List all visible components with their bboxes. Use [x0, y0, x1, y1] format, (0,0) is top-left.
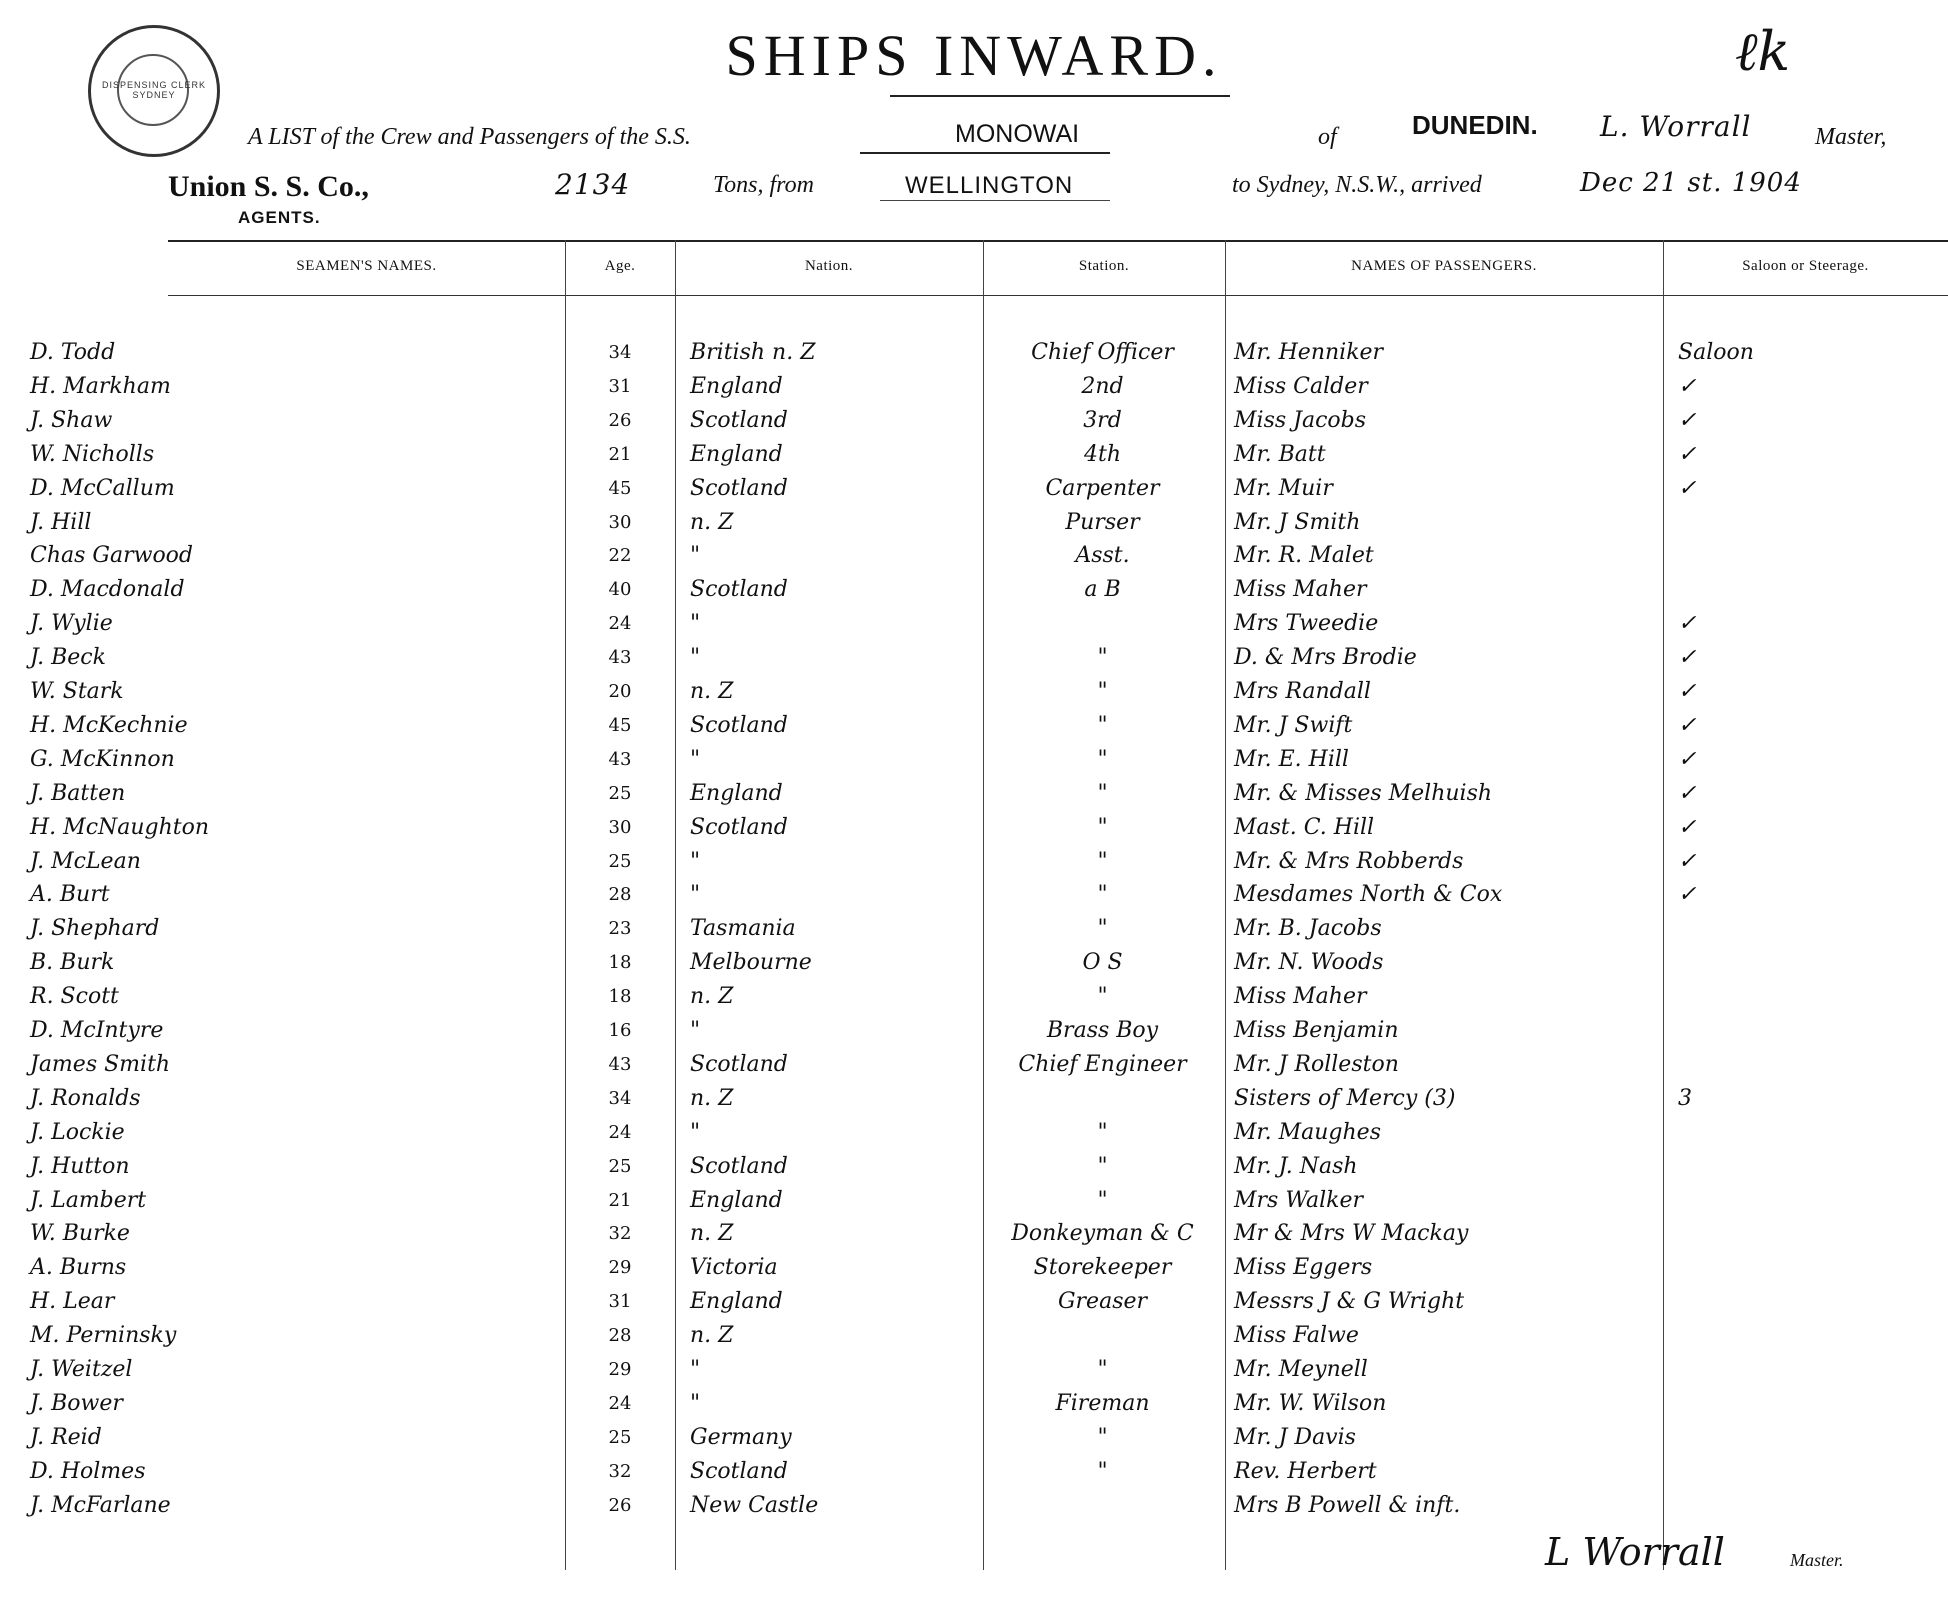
passenger-class: [1668, 1014, 1918, 1048]
seaman-name: J. Weitzel: [30, 1357, 133, 1382]
passenger-class: ✓: [1678, 746, 1697, 772]
seaman-name: J. Hill: [30, 509, 92, 535]
col-header-seamen: SEAMEN'S NAMES.: [296, 258, 437, 274]
seaman-nation: England: [690, 373, 783, 399]
passenger-name: Mr. Muir: [1234, 475, 1333, 501]
passenger-name: Mast. C. Hill: [1234, 814, 1375, 840]
ship-name: MONOWAI: [955, 120, 1080, 148]
passenger-class: ✓: [1678, 645, 1697, 671]
table-row: [0, 912, 1948, 946]
table-row: [0, 370, 1948, 404]
table-row: [0, 1048, 1948, 1082]
seaman-nation: ": [690, 611, 701, 637]
seaman-age: 24: [608, 1121, 632, 1143]
passenger-name: Mrs B Powell & inft.: [1234, 1492, 1461, 1518]
seaman-name: H. Markham: [30, 373, 171, 399]
table-row: [0, 1014, 1948, 1048]
passenger-name: Mr. R. Malet: [1234, 543, 1374, 569]
seaman-nation: n. Z: [690, 679, 734, 704]
seaman-nation: Scotland: [690, 475, 788, 501]
seaman-age: 25: [608, 1155, 632, 1177]
table-row: [0, 743, 1948, 777]
passenger-name: Mr. Maughes: [1234, 1119, 1381, 1145]
seaman-station: [985, 1489, 1220, 1523]
seaman-nation: Scotland: [690, 712, 788, 738]
seaman-station: Chief Engineer: [1018, 1051, 1187, 1077]
passenger-name: Mr. N. Woods: [1234, 950, 1384, 976]
corner-initials: ℓk: [1735, 20, 1791, 83]
header-bottom-rule: [168, 295, 1948, 296]
passenger-class: [1668, 1285, 1918, 1319]
seaman-nation: ": [690, 1119, 701, 1145]
seaman-nation: ": [690, 1018, 701, 1043]
arrival-date: Dec 21 st. 1904: [1580, 168, 1802, 198]
seaman-station: ": [1097, 746, 1108, 772]
passenger-class: [1668, 980, 1918, 1014]
passenger-name: Miss Benjamin: [1234, 1018, 1399, 1043]
list-intro-text: A LIST of the Crew and Passengers of the S.S.: [248, 124, 691, 150]
seaman-station: [985, 1082, 1220, 1116]
table-row: [0, 641, 1948, 675]
table-row: [0, 607, 1948, 641]
seaman-station: ": [1097, 814, 1108, 840]
passenger-class: [1668, 506, 1918, 540]
passenger-class: [1668, 1048, 1918, 1082]
table-row: [0, 709, 1948, 743]
passenger-name: Mr. J Davis: [1234, 1424, 1356, 1450]
seaman-name: A. Burns: [30, 1255, 127, 1281]
seaman-age: 31: [608, 375, 632, 397]
passenger-class: [1668, 1387, 1918, 1421]
seaman-name: James Smith: [30, 1051, 171, 1077]
seaman-age: 21: [608, 443, 632, 465]
company-name: Union S. S. Co.,: [168, 170, 369, 203]
seaman-nation: Scotland: [690, 1153, 788, 1179]
table-row: [0, 1251, 1948, 1285]
col-header-station: Station.: [1078, 258, 1130, 274]
seaman-name: D. McIntyre: [30, 1018, 164, 1043]
seaman-nation: ": [690, 1390, 701, 1416]
passenger-name: Miss Falwe: [1234, 1323, 1359, 1349]
seaman-age: 23: [608, 918, 632, 940]
seaman-station: ": [1097, 1458, 1108, 1484]
seaman-age: 28: [608, 1325, 632, 1347]
seaman-age: 18: [608, 986, 632, 1008]
seaman-name: D. Macdonald: [30, 577, 185, 603]
passenger-class: ✓: [1678, 780, 1697, 806]
seaman-age: 28: [608, 884, 632, 906]
from-port-line: [880, 200, 1110, 201]
passenger-class: [1668, 1455, 1918, 1489]
seaman-nation: ": [690, 1357, 701, 1382]
seaman-age: 43: [608, 1053, 632, 1075]
seaman-nation: ": [690, 645, 701, 671]
seaman-age: 25: [608, 1426, 632, 1448]
seaman-nation: British n. Z: [690, 340, 816, 365]
ship-name-line: [860, 152, 1110, 154]
table-row: [0, 675, 1948, 709]
seaman-name: J. Ronalds: [30, 1085, 141, 1111]
passenger-class: [1668, 1319, 1918, 1353]
seaman-name: D. Todd: [30, 340, 116, 365]
seaman-age: 31: [608, 1291, 632, 1313]
arrival-text: to Sydney, N.S.W., arrived: [1232, 172, 1482, 198]
page-title: SHIPS INWARD.: [725, 23, 1223, 88]
seaman-age: 18: [608, 952, 632, 974]
passenger-name: Mr. J Swift: [1234, 712, 1353, 738]
passenger-name: Miss Eggers: [1234, 1255, 1373, 1281]
passenger-name: Mr. E. Hill: [1234, 746, 1349, 772]
passenger-name: Miss Calder: [1234, 373, 1368, 399]
table-row: [0, 1421, 1948, 1455]
table-row: [0, 1150, 1948, 1184]
from-port: WELLINGTON: [905, 172, 1074, 199]
seaman-station: Fireman: [1055, 1390, 1150, 1416]
seaman-nation: Scotland: [690, 1458, 788, 1484]
passenger-class: ✓: [1678, 611, 1697, 637]
seaman-nation: n. Z: [690, 984, 734, 1010]
of-label: of: [1318, 124, 1337, 150]
col-header-passengers: NAMES OF PASSENGERS.: [1351, 258, 1537, 274]
table-row: [0, 980, 1948, 1014]
seaman-station: ": [1097, 984, 1108, 1010]
seaman-nation: Victoria: [690, 1255, 778, 1281]
seaman-name: J. Reid: [30, 1424, 102, 1450]
seaman-age: 30: [608, 511, 632, 533]
seaman-nation: ": [690, 746, 701, 772]
passenger-class: [1668, 912, 1918, 946]
footer-master-label: Master.: [1790, 1550, 1844, 1570]
passenger-class: 3: [1678, 1085, 1692, 1111]
seaman-name: W. Nicholls: [30, 441, 155, 467]
seaman-name: J. Shephard: [30, 916, 160, 942]
seaman-age: 32: [608, 1460, 632, 1482]
seaman-station: O S: [1082, 950, 1123, 976]
table-row: [0, 1116, 1948, 1150]
passenger-name: Mr. Meynell: [1234, 1357, 1368, 1382]
seaman-station: [985, 1319, 1220, 1353]
passenger-class: ✓: [1678, 848, 1697, 874]
table-row: [0, 1082, 1948, 1116]
table-row: [0, 1184, 1948, 1218]
seaman-station: ": [1097, 1153, 1108, 1179]
seaman-name: J. Wylie: [30, 611, 113, 637]
passenger-class: ✓: [1678, 679, 1697, 704]
seaman-station: ": [1097, 1357, 1108, 1382]
seaman-nation: Scotland: [690, 1051, 788, 1077]
seaman-station: [985, 607, 1220, 641]
col-header-age: Age.: [604, 258, 636, 274]
agents-label: AGENTS.: [238, 208, 321, 227]
passenger-name: Miss Jacobs: [1234, 407, 1367, 433]
table-row: [0, 1285, 1948, 1319]
seaman-age: 22: [608, 545, 632, 567]
passenger-name: Mr. & Mrs Robberds: [1234, 848, 1464, 874]
passenger-name: Mesdames North & Cox: [1234, 882, 1503, 908]
seaman-station: Purser: [1065, 509, 1140, 535]
seaman-name: H. McKechnie: [30, 712, 188, 738]
seaman-age: 32: [608, 1223, 632, 1245]
seaman-station: ": [1097, 1187, 1108, 1213]
passenger-class: ✓: [1678, 407, 1697, 433]
seaman-age: 45: [608, 714, 632, 736]
seaman-station: Storekeeper: [1033, 1255, 1172, 1281]
passenger-name: Mr. Batt: [1234, 441, 1326, 467]
passenger-class: [1668, 1217, 1918, 1251]
seaman-nation: Germany: [690, 1424, 792, 1450]
seaman-nation: New Castle: [690, 1492, 819, 1518]
passenger-class: [1668, 1116, 1918, 1150]
passenger-class: Saloon: [1678, 340, 1754, 365]
table-row: [0, 472, 1948, 506]
seaman-age: 45: [608, 477, 632, 499]
seaman-name: H. McNaughton: [30, 814, 210, 840]
seaman-name: A. Burt: [30, 882, 110, 908]
seaman-age: 34: [608, 342, 632, 363]
passenger-name: Sisters of Mercy (3): [1234, 1085, 1456, 1111]
table-row: [0, 573, 1948, 607]
seaman-station: Donkeyman & C: [1011, 1221, 1194, 1247]
seaman-nation: ": [690, 543, 701, 569]
passenger-name: Mrs Walker: [1234, 1187, 1364, 1213]
seaman-age: 24: [608, 613, 632, 635]
seaman-age: 25: [608, 850, 632, 872]
seaman-station: Carpenter: [1045, 475, 1160, 501]
seaman-age: 21: [608, 1189, 632, 1211]
seaman-age: 34: [608, 1087, 632, 1109]
master-name: L. Worrall: [1600, 110, 1752, 143]
seaman-name: J. Shaw: [30, 407, 113, 433]
seaman-nation: n. Z: [690, 1085, 734, 1111]
passenger-name: D. & Mrs Brodie: [1234, 645, 1417, 671]
passenger-name: Rev. Herbert: [1234, 1458, 1377, 1484]
passenger-name: Mr. W. Wilson: [1234, 1390, 1387, 1416]
seaman-name: J. Lambert: [30, 1187, 147, 1213]
passenger-name: Miss Maher: [1234, 984, 1367, 1010]
seaman-name: D. Holmes: [30, 1458, 146, 1484]
seaman-name: W. Burke: [30, 1221, 130, 1247]
home-port: DUNEDIN.: [1412, 110, 1538, 140]
col-header-class: Saloon or Steerage.: [1742, 258, 1869, 274]
master-signature: L Worrall: [1545, 1530, 1725, 1574]
seaman-name: R. Scott: [30, 984, 119, 1010]
passenger-class: ✓: [1678, 475, 1697, 501]
passenger-name: Mrs Randall: [1234, 679, 1371, 704]
seaman-station: ": [1097, 679, 1108, 704]
table-row: [0, 878, 1948, 912]
seaman-age: 43: [608, 748, 632, 770]
table-row: [0, 1455, 1948, 1489]
passenger-class: [1668, 1184, 1918, 1218]
seaman-nation: Scotland: [690, 814, 788, 840]
seaman-nation: n. Z: [690, 1323, 734, 1349]
table-row: [0, 811, 1948, 845]
table-row: [0, 1353, 1948, 1387]
passenger-name: Mr. J. Nash: [1234, 1153, 1358, 1179]
seaman-nation: n. Z: [690, 509, 734, 535]
seaman-nation: ": [690, 848, 701, 874]
table-row: [0, 1217, 1948, 1251]
passenger-class: [1668, 573, 1918, 607]
seaman-nation: Scotland: [690, 577, 788, 603]
table-row: [0, 946, 1948, 980]
seaman-station: ": [1097, 882, 1108, 908]
passenger-name: Mr. B. Jacobs: [1234, 916, 1382, 942]
table-row: [0, 777, 1948, 811]
seaman-age: 20: [608, 681, 632, 702]
passenger-class: ✓: [1678, 373, 1697, 399]
seaman-age: 40: [608, 579, 632, 601]
seaman-age: 29: [608, 1257, 632, 1279]
table-row: [0, 404, 1948, 438]
passenger-class: [1668, 946, 1918, 980]
seaman-station: 3rd: [1083, 407, 1122, 433]
table-row: [0, 1489, 1948, 1523]
tonnage: 2134: [555, 168, 631, 201]
seaman-name: J. Bower: [30, 1390, 123, 1416]
seaman-nation: Melbourne: [690, 950, 812, 976]
table-row: [0, 1319, 1948, 1353]
seaman-station: Asst.: [1075, 543, 1130, 569]
seaman-station: ": [1097, 916, 1108, 942]
table-row: [0, 506, 1948, 540]
passenger-name: Mr. J Rolleston: [1234, 1051, 1399, 1077]
passenger-class: [1668, 539, 1918, 573]
stamp-text: DISPENSING CLERK SYDNEY: [101, 80, 207, 100]
seaman-name: J. McLean: [30, 848, 141, 874]
passenger-class: ✓: [1678, 882, 1697, 908]
seaman-nation: England: [690, 1289, 783, 1315]
table-row: [0, 1387, 1948, 1421]
seaman-name: J. Beck: [30, 645, 106, 671]
seaman-name: D. McCallum: [30, 475, 175, 501]
seaman-station: Greaser: [1057, 1289, 1148, 1315]
passenger-class: ✓: [1678, 712, 1697, 738]
seaman-age: 26: [608, 1494, 632, 1516]
passenger-class: [1668, 1353, 1918, 1387]
passenger-class: ✓: [1678, 814, 1697, 840]
seaman-station: ": [1097, 848, 1108, 874]
seaman-name: W. Stark: [30, 679, 124, 704]
seaman-age: 29: [608, 1359, 632, 1380]
seaman-station: ": [1097, 645, 1108, 671]
passenger-class: ✓: [1678, 441, 1697, 467]
seaman-name: J. Hutton: [30, 1153, 130, 1179]
seaman-station: ": [1097, 1119, 1108, 1145]
master-label: Master,: [1815, 124, 1887, 150]
title-underline: [890, 95, 1230, 97]
seaman-nation: England: [690, 441, 783, 467]
passenger-name: Mr. & Misses Melhuish: [1234, 780, 1493, 806]
seaman-station: Chief Officer: [1031, 340, 1174, 365]
col-header-nation: Nation.: [804, 258, 854, 274]
seaman-name: J. Lockie: [30, 1119, 125, 1145]
table-row: [0, 336, 1948, 370]
passenger-name: Mrs Tweedie: [1234, 611, 1379, 637]
seaman-age: 16: [608, 1020, 632, 1041]
seaman-nation: England: [690, 780, 783, 806]
seaman-name: J. McFarlane: [30, 1492, 171, 1518]
seaman-station: ": [1097, 1424, 1108, 1450]
seaman-name: B. Burk: [30, 950, 115, 976]
seaman-nation: ": [690, 882, 701, 908]
seaman-name: M. Perninsky: [30, 1323, 177, 1349]
seaman-nation: England: [690, 1187, 783, 1213]
seaman-age: 24: [608, 1392, 632, 1414]
seaman-station: 2nd: [1081, 373, 1124, 399]
passenger-name: Mr. Henniker: [1234, 340, 1384, 365]
passenger-name: Mr. J Smith: [1234, 509, 1361, 535]
passenger-class: [1668, 1421, 1918, 1455]
table-row: [0, 438, 1948, 472]
passenger-name: Messrs J & G Wright: [1234, 1289, 1465, 1315]
seaman-station: ": [1097, 780, 1108, 806]
passenger-class: [1668, 1150, 1918, 1184]
table-row: [0, 845, 1948, 879]
seaman-age: 30: [608, 816, 632, 838]
seaman-nation: n. Z: [690, 1221, 734, 1247]
passenger-name: Mr & Mrs W Mackay: [1234, 1221, 1469, 1247]
seaman-age: 26: [608, 409, 632, 431]
table-row: [0, 539, 1948, 573]
passenger-class: [1668, 1489, 1918, 1523]
seaman-age: 25: [608, 782, 632, 804]
seaman-name: H. Lear: [30, 1289, 115, 1315]
seaman-nation: Scotland: [690, 407, 788, 433]
seaman-name: Chas Garwood: [30, 543, 194, 569]
seaman-station: ": [1097, 712, 1108, 738]
seaman-name: J. Batten: [30, 780, 126, 806]
seaman-name: G. McKinnon: [30, 746, 175, 772]
tons-from-label: Tons, from: [713, 172, 814, 198]
seaman-station: a B: [1084, 577, 1121, 603]
passenger-class: [1668, 1251, 1918, 1285]
passenger-name: Miss Maher: [1234, 577, 1367, 603]
seaman-station: 4th: [1083, 441, 1121, 467]
seaman-station: Brass Boy: [1046, 1018, 1159, 1043]
seaman-nation: Tasmania: [690, 916, 796, 942]
seaman-age: 43: [608, 647, 632, 669]
table-top-rule: [168, 240, 1948, 242]
